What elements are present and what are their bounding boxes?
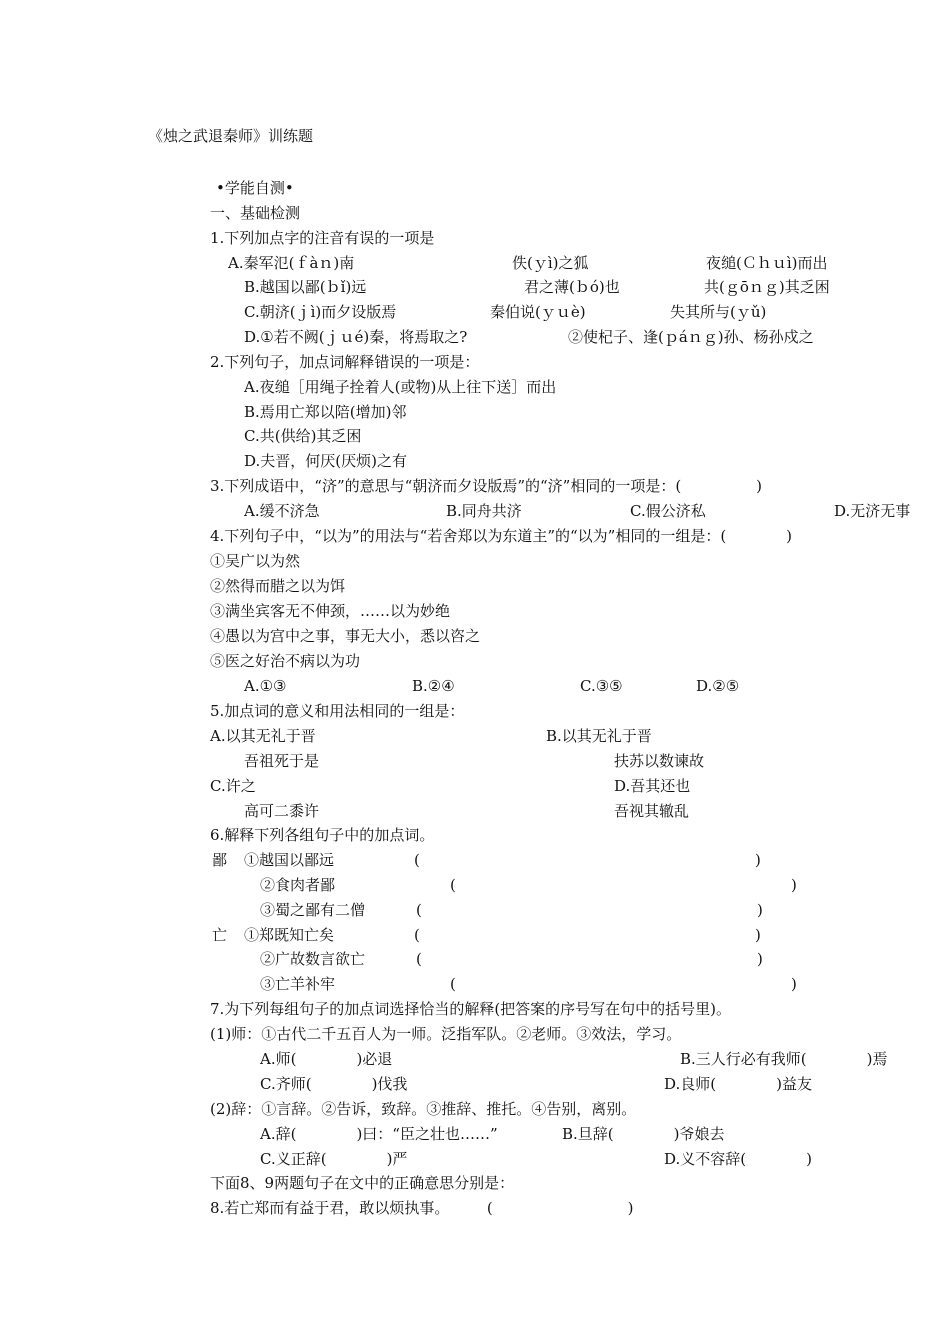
- question-5-option-c: C.许之: [210, 777, 256, 795]
- answer-paren-close: ): [755, 851, 761, 869]
- answer-paren-close: ): [755, 926, 761, 944]
- question-4-item: ②然得而腊之以为饵: [210, 577, 346, 595]
- question-4-option-b: B.②④: [412, 677, 455, 695]
- question-7-part-2-option-b: B.旦辞( )爷娘去: [562, 1125, 725, 1143]
- question-7-part-1-option-a: A.师( )必退: [260, 1050, 393, 1068]
- question-2-option-d: D.夫晋，何厌(厌烦)之有: [244, 452, 407, 470]
- question-1-option-d: D.①若不阙(ｊｕé)秦，将焉取之?: [244, 328, 468, 346]
- question-6-stem: 6.解释下列各组句子中的加点词。: [210, 826, 435, 844]
- question-6-sentence: ①郑既知亡矣: [244, 926, 335, 944]
- document-title: 《烛之武退秦师》训练题: [148, 127, 314, 145]
- question-5-option-c: 高可二黍许: [244, 802, 320, 820]
- question-7-part-2-option-c: C.义正辞( )严: [260, 1150, 408, 1168]
- answer-paren-close: ): [791, 876, 797, 894]
- part-heading: 一、基础检测: [210, 204, 301, 222]
- question-1-option-b: B.越国以鄙(ｂǐ)远: [244, 278, 367, 296]
- question-7-part-1-option-b: B.三人行必有我师( )焉: [680, 1050, 888, 1068]
- answer-paren-close: ): [791, 975, 797, 993]
- question-7-part-1: (1)师：①古代二千五百人为一师。泛指军队。②老师。③效法，学习。: [210, 1025, 682, 1043]
- answer-paren-open: (: [416, 950, 422, 968]
- question-1-option-a: A.秦军氾(ｆàｎ)南: [228, 254, 355, 272]
- question-6-sentence: ③蜀之鄙有二僧: [260, 901, 366, 919]
- question-6-sentence: ③亡羊补牢: [260, 975, 336, 993]
- question-4-item: ③满坐宾客无不伸颈，……以为妙绝: [210, 602, 451, 620]
- question-7-part-1-option-c: C.齐师( )伐我: [260, 1075, 408, 1093]
- question-5-option-b: 扶苏以数谏故: [614, 752, 705, 770]
- question-3-option-c: C.假公济私: [630, 502, 706, 520]
- question-1-option-c: 失其所与(ｙǔ): [670, 303, 767, 321]
- question-4-option-a: A.①③: [244, 677, 287, 695]
- question-1-option-b: 君之薄(ｂó)也: [524, 278, 620, 296]
- question-2-option-c: C.共(供给)其乏困: [244, 427, 362, 445]
- question-6-keyword: 鄙: [212, 851, 228, 869]
- question-3-option-a: A.缓不济急: [244, 502, 320, 520]
- answer-paren-open: (: [416, 901, 422, 919]
- question-1-option-b: 共(ｇōｎｇ)其乏困: [704, 278, 830, 296]
- answer-paren-close: ): [757, 950, 763, 968]
- question-4-stem: 4.下列句子中，“以为”的用法与“若舍郑以为东道主”的“以为”相同的一组是：( ): [210, 527, 793, 545]
- question-1-option-d: ②使杞子、逢(ｐáｎｇ)孙、杨孙戍之: [568, 328, 814, 346]
- answer-paren-open: (: [414, 851, 420, 869]
- answer-paren-open: (: [414, 926, 420, 944]
- question-5-stem: 5.加点词的意义和用法相同的一组是：: [210, 702, 465, 720]
- question-7-part-2: (2)辞：①言辞。②告诉，致辞。③推辞、推托。④告别，离别。: [210, 1100, 637, 1118]
- question-3-stem: 3.下列成语中，“济”的意思与“朝济而夕设版焉”的“济”相同的一项是：( ): [210, 477, 763, 495]
- question-7-stem: 7.为下列每组句子的加点词选择恰当的解释(把答案的序号写在句中的括号里)。: [210, 1000, 732, 1018]
- question-6-sentence: ②广故数言欲亡: [260, 950, 366, 968]
- question-7-part-2-option-a: A.辞( )曰：“臣之壮也……”: [260, 1125, 498, 1143]
- question-4-option-c: C.③⑤: [580, 677, 623, 695]
- question-1-stem: 1.下列加点字的注音有误的一项是: [210, 229, 435, 247]
- question-2-option-a: A.夜缒［用绳子拴着人(或物)从上往下送］而出: [244, 378, 557, 396]
- question-8-stem: 8.若亡郑而有益于君，敢以烦执事。 ( ): [210, 1199, 634, 1217]
- question-3-option-d: D.无济无事: [834, 502, 911, 520]
- question-2-stem: 2.下列句子，加点词解释错误的一项是：: [210, 353, 480, 371]
- question-6-sentence: ②食肉者鄙: [260, 876, 336, 894]
- answer-paren-open: (: [450, 876, 456, 894]
- question-5-option-b: B.以其无礼于晋: [546, 727, 652, 745]
- answer-paren-close: ): [757, 901, 763, 919]
- question-2-option-b: B.焉用亡郑以陪(增加)邻: [244, 403, 407, 421]
- question-1-option-a: 佚(ｙì)之狐: [512, 254, 589, 272]
- question-1-option-a: 夜缒(Ｃｈｕì)而出: [706, 254, 828, 272]
- questions-8-9-intro: 下面8、9两题句子在文中的正确意思分别是：: [210, 1174, 515, 1192]
- question-7-part-2-option-d: D.义不容辞( ): [664, 1150, 812, 1168]
- question-7-part-1-option-d: D.良师( )益友: [664, 1075, 812, 1093]
- answer-paren-open: (: [450, 975, 456, 993]
- question-5-option-a: A.以其无礼于晋: [210, 727, 316, 745]
- question-5-option-d: 吾视其辙乱: [614, 802, 690, 820]
- question-1-option-c: C.朝济(ｊì)而夕设版焉: [244, 303, 397, 321]
- question-3-option-b: B.同舟共济: [446, 502, 522, 520]
- question-4-item: ⑤医之好治不病以为功: [210, 652, 361, 670]
- question-4-option-d: D.②⑤: [696, 677, 740, 695]
- question-4-item: ①吴广以为然: [210, 552, 301, 570]
- question-1-option-c: 秦伯说(ｙｕè): [490, 303, 586, 321]
- question-5-option-d: D.吾其还也: [614, 777, 691, 795]
- question-6-sentence: ①越国以鄙远: [244, 851, 335, 869]
- section-heading: •学能自测•: [216, 179, 294, 197]
- question-6-keyword: 亡: [212, 926, 228, 944]
- question-5-option-a: 吾祖死于是: [244, 752, 320, 770]
- question-4-item: ④愚以为宫中之事，事无大小，悉以咨之: [210, 627, 481, 645]
